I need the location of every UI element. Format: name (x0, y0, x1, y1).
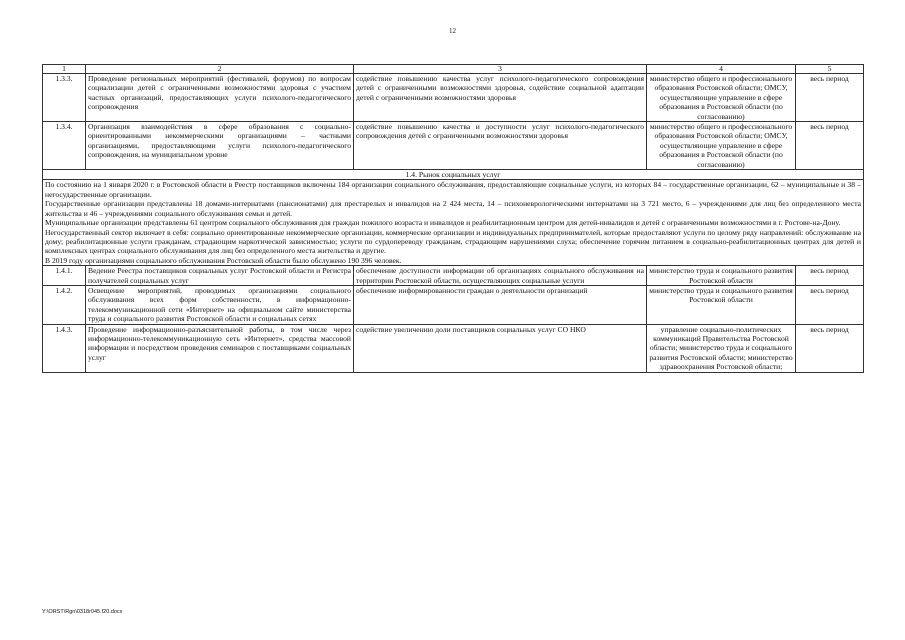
header-cell: 1 (43, 65, 86, 74)
row-responsible: министерство труда и социального развития Ростовской области (647, 285, 796, 324)
row-activity: Освещение мероприятий, проводимых организациями социального обслуживания всех форм собственности, в информационно-телекоммуникационной сети «Интернет» на официальном сайте министерства труда и социального развития Ростовской области и социальных сетях (86, 285, 354, 324)
row-period: весь период (796, 74, 864, 122)
row-result: содействие увеличению доли поставщиков социальных услуг СО НКО (354, 324, 647, 372)
section-paragraph: В 2019 году организациями социального обслуживания Ростовской области было обслужено 190 396 человек. (45, 255, 402, 265)
header-cell: 4 (647, 65, 796, 74)
header-cell: 5 (796, 65, 864, 74)
row-number: 1.4.1. (43, 266, 86, 286)
table-row (43, 324, 864, 372)
row-result: содействие повышению качества услуг психолого-педагогического сопровождения детей с ограниченными возможностями здоровья, содействие социальной адаптации детей с ограниченными возможностями здоровья (354, 74, 647, 122)
row-responsible: министерство общего и профессионального образования Ростовской области; ОМСУ, осуществляющие управление в сфере образования в Ростовской области (по согласованию) (647, 74, 796, 122)
section-paragraph: Негосударственный сектор включает в себя: социально ориентированные некоммерческие организации, коммерческие организации и индивидуальных предпринимателей, которые предоставляют услуги по целому ряду направлений: обслуживание на дому; реабилитационные услуги гражданам, страдающим наркотической зависимостью; услуги по сурдопереводу гражданам, страдающим нарушениями слуха; обеспечение горячим питанием в социально-реабилитационных центрах для детей и комплексных центрах социального обслуживания для лиц без определенного места жительства и другие. (45, 227, 861, 256)
row-responsible: управление социально-политических коммуникаций Правительства Ростовской области; министерство труда и социального развития Ростовской области; министерство здравоохранения Ростовской области; (647, 324, 796, 372)
row-number: 1.3.3. (43, 74, 86, 122)
page-number: 12 (449, 27, 456, 35)
table-row (43, 74, 864, 122)
table-row (43, 285, 864, 324)
row-period: весь период (796, 324, 864, 372)
row-period: весь период (796, 266, 864, 286)
row-result: обеспечение информированности граждан о деятельности организаций (354, 285, 647, 324)
row-period: весь период (796, 285, 864, 324)
row-responsible: министерство общего и профессионального образования Ростовской области; ОМСУ, осуществляющие управление в сфере образования в Ростовской области (по согласованию) (647, 122, 796, 170)
section-title: 1.4. Рынок социальных услуг (43, 170, 864, 180)
section-title-row (43, 170, 864, 180)
table-row (43, 266, 864, 286)
table-row (43, 122, 864, 170)
row-result: содействие повышению качества и доступности услуг психолого-педагогического сопровождения детей с ограниченными возможностями здоровья (354, 122, 647, 170)
section-text (43, 180, 864, 266)
row-responsible: министерство труда и социального развития Ростовской области (647, 266, 796, 286)
section-text-row (43, 180, 864, 266)
header-cell: 3 (354, 65, 647, 74)
measures-table (42, 64, 864, 373)
row-activity: Проведение региональных мероприятий (фестивалей, форумов) по вопросам социализации детей с ограниченными возможностями здоровья с участием частных организаций, предоставляющих услуги психолого-педагогического сопровождения (86, 74, 354, 122)
section-paragraph: По состоянию на 1 января 2020 г. в Ростовской области в Реестр поставщиков включены 184 организации социального обслуживания, предоставляющие социальные услуги, из которых 84 – государственные организации, 62 – муниципальные и 38 – негосударственные организации. (45, 180, 861, 199)
header-cell: 2 (86, 65, 354, 74)
row-result: обеспечение доступности информации об организациях социального обслуживания на территории Ростовской области, осуществляющих социальные услуги (354, 266, 647, 286)
section-paragraph: Государственные организации представлены 18 домами-интернатами (пансионатами) для престарелых и инвалидов на 2 424 места, 14 – психоневрологическими интернатами на 3 721 место, 6 – учреждениями для лиц без определенного места жительства и 46 – учреждениями социального обслуживания семьи и детей. (45, 199, 861, 218)
row-number: 1.4.3. (43, 324, 86, 372)
row-activity: Организация взаимодействия в сфере образования с социально-ориентированными некоммерческими организациями – частными организациями, предоставляющими услуги психолого-педагогического сопровождения, на муниципальном уровне (86, 122, 354, 170)
row-number: 1.3.4. (43, 122, 86, 170)
row-number: 1.4.2. (43, 285, 86, 324)
section-paragraph: Муниципальные организации представлены 61 центром социального обслуживания для граждан пожилого возраста и инвалидов и реабилитационным центром для детей-инвалидов и детей с ограниченными возможностями в г. Ростове-на-Дону. (45, 218, 841, 228)
row-activity: Ведение Реестра поставщиков социальных услуг Ростовской области и Регистра получателей социальных услуг (86, 266, 354, 286)
row-activity: Проведение информационно-разъяснительной работы, в том числе через информационно-телекоммуникационную сеть «Интернет», средства массовой информации и посредством проведения семинаров с поставщиками социальных услуг (86, 324, 354, 372)
row-period: весь период (796, 122, 864, 170)
file-path-footer: Y:\ORST\Rgn\0318r045.f20.docx (42, 609, 123, 615)
table-header-row (43, 65, 864, 74)
